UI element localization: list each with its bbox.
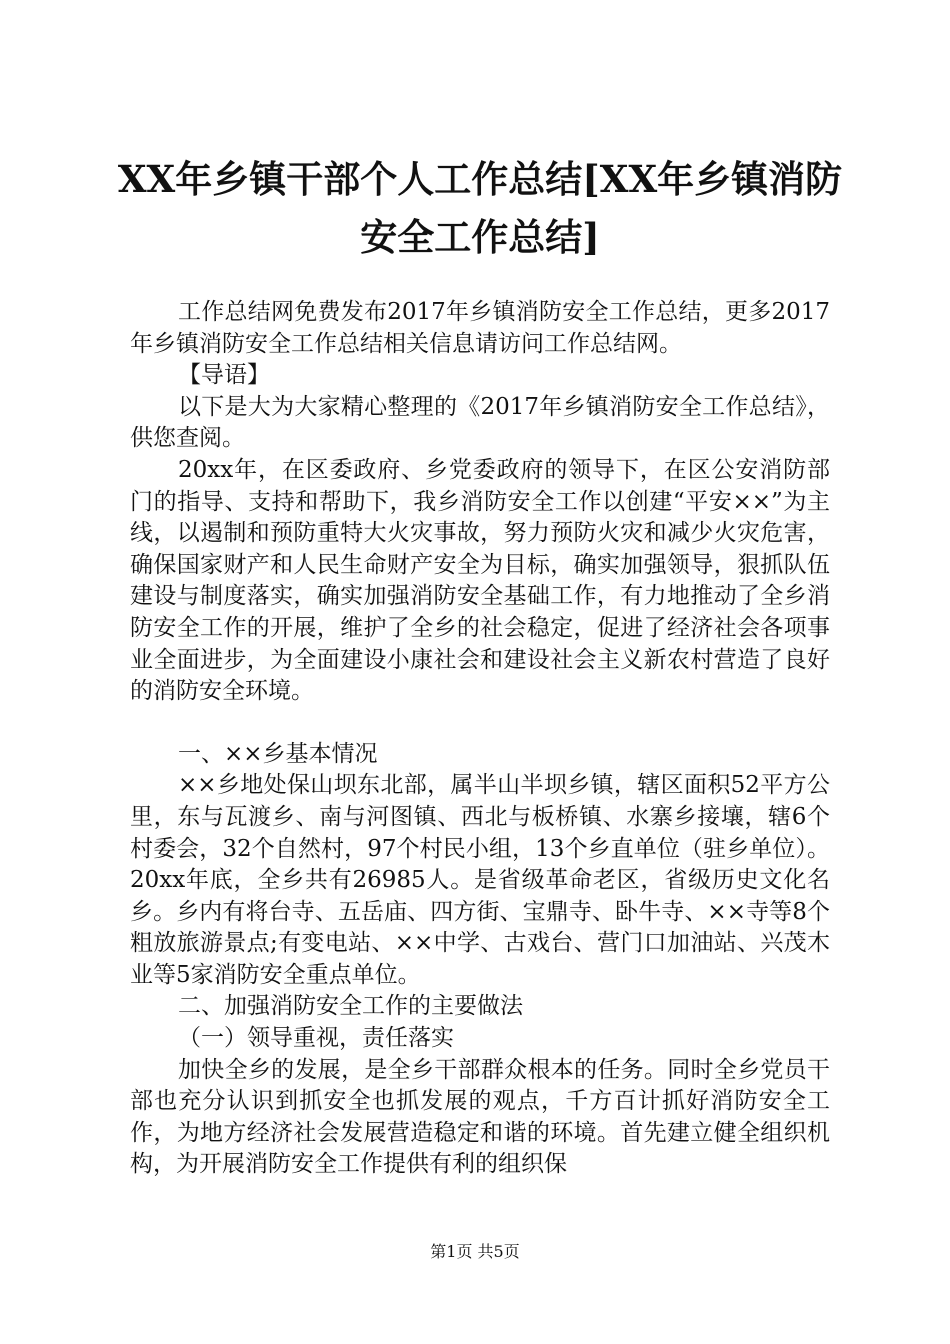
subsection-heading-1: （一）领导重视，责任落实 bbox=[178, 1025, 454, 1052]
intro-paragraph: 工作总结网免费发布2017年乡镇消防安全工作总结，更多2017年乡镇消防安全工作总结相关信息请访问工作总结网。 bbox=[130, 299, 830, 357]
guide-paragraph: 以下是大为大家精心整理的《2017年乡镇消防安全工作总结》，供您查阅。 bbox=[130, 393, 830, 452]
section-heading-2: 二、加强消防安全工作的主要做法 bbox=[178, 993, 523, 1020]
paragraph-spacer bbox=[130, 708, 830, 739]
page-number: 第1页 共5页 bbox=[430, 1242, 520, 1261]
guide-heading: 【导语】 bbox=[178, 362, 270, 389]
leadership-paragraph: 加快全乡的发展，是全乡干部群众根本的任务。同时全乡党员干部也充分认识到抓安全也抓发展的观点，千方百计抓好消防安全工作，为地方经济社会发展营造稳定和谐的环境。首先建立健全组织机构，为开展消防安全工作提供有利的组织保 bbox=[130, 1056, 830, 1178]
document-body bbox=[130, 297, 830, 1181]
basic-info-paragraph: ××乡地处保山坝东北部，属半山半坝乡镇，辖区面积52平方公里，东与瓦渡乡、南与河图镇、西北与板桥镇、水寨乡接壤，辖6个村委会，32个自然村，97个村民小组，13个乡直单位（驻乡单位）。20xx年底，全乡共有26985人。是省级革命老区，省级历史文化名乡。乡内有将台寺、五岳庙、四方街、宝鼎寺、卧牛寺、××寺等8个粗放旅游景点;有变电站、××中学、古戏台、营门口加油站、兴茂木业等5家消防安全重点单位。 bbox=[130, 772, 830, 988]
document-title: XX年乡镇干部个人工作总结[XX年乡镇消防安全工作总结] bbox=[117, 157, 843, 259]
overview-paragraph: 20xx年，在区委政府、乡党委政府的领导下，在区公安消防部门的指导、支持和帮助下，我乡消防安全工作以创建“平安××”为主线，以遏制和预防重特大火灾事故，努力预防火灾和减少火灾危害，确保国家财产和人民生命财产安全为目标，确实加强领导，狠抓队伍建设与制度落实，确实加强消防安全基础工作，有力地推动了全乡消防安全工作的开展，维护了全乡的社会稳定，促进了经济社会各项事业全面进步，为全面建设小康社会和建设社会主义新农村营造了良好的消防安全环境。 bbox=[130, 456, 830, 705]
section-heading-1: 一、××乡基本情况 bbox=[178, 740, 378, 767]
